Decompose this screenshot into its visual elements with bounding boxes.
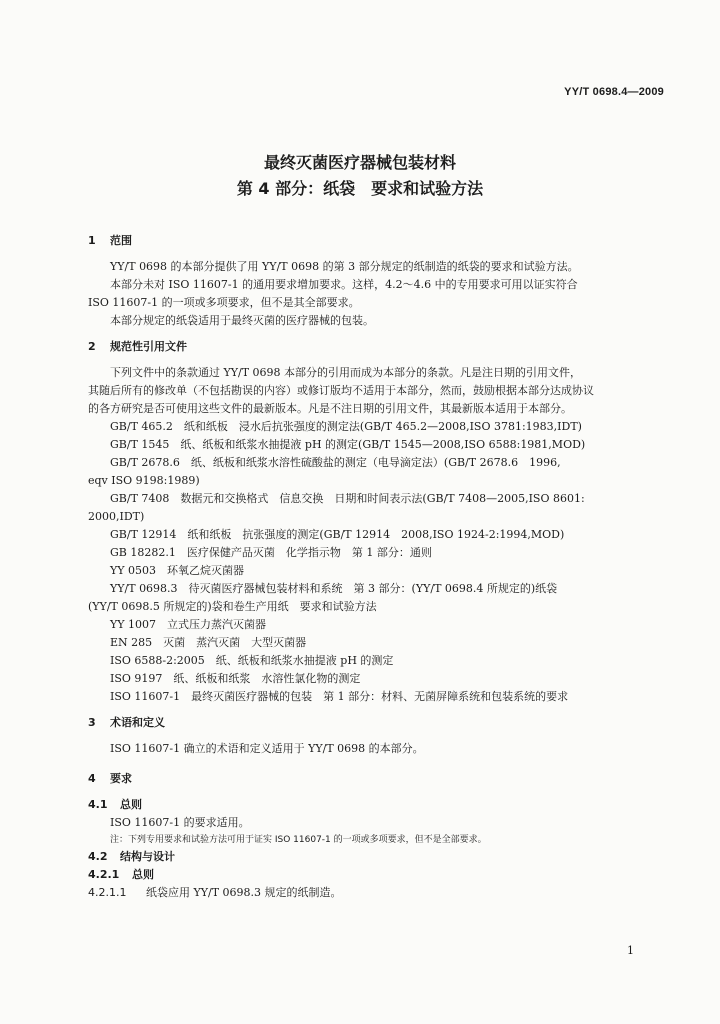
paragraph: 本部分规定的纸袋适用于最终灭菌的医疗器械的包装。 bbox=[110, 314, 374, 327]
reference-item: YY/T 0698.3 待灭菌医疗器械包装材料和系统 第 3 部分：(YY/T 0698.4 所规定的)纸袋 bbox=[110, 582, 558, 595]
document-title: 最终灭菌医疗器械包装材料 bbox=[263, 153, 456, 172]
section-title: 要求 bbox=[110, 772, 132, 785]
reference-item: GB/T 12914 纸和纸板 抗张强度的测定(GB/T 12914 2008,ISO 1924-2:1994,MOD) bbox=[110, 528, 565, 541]
section-number: 1 bbox=[88, 234, 96, 247]
reference-item: EN 285 灭菌 蒸汽灭菌 大型灭菌器 bbox=[110, 636, 307, 649]
clause-4-2-1-1 bbox=[88, 884, 660, 902]
page-number: 1 bbox=[627, 944, 634, 957]
paragraph: ISO 11607-1 的要求适用。 bbox=[110, 816, 250, 829]
reference-item-continuation: (YY/T 0698.5 所规定的)袋和卷生产用纸 要求和试验方法 bbox=[88, 600, 377, 613]
paragraph: YY/T 0698 的本部分提供了用 YY/T 0698 的第 3 部分规定的纸制造的纸袋的要求和试验方法。 bbox=[110, 260, 579, 273]
section-4-heading bbox=[88, 770, 660, 788]
subsection-title: 总则 bbox=[120, 798, 142, 811]
reference-item-continuation: 2000,IDT) bbox=[88, 510, 145, 523]
subsection-title: 总则 bbox=[132, 868, 154, 881]
reference-item: GB/T 1545 纸、纸板和纸浆水抽提液 pH 的测定(GB/T 1545—2008,ISO 6588:1981,MOD) bbox=[110, 438, 586, 451]
reference-item: ISO 9197 纸、纸板和纸浆 水溶性氯化物的测定 bbox=[110, 672, 361, 685]
reference-item: YY 1007 立式压力蒸汽灭菌器 bbox=[110, 618, 267, 631]
section-number: 3 bbox=[88, 716, 96, 729]
section-number: 4 bbox=[88, 772, 96, 785]
standard-code: YY/T 0698.4—2009 bbox=[564, 86, 664, 98]
clause-text: 纸袋应用 YY/T 0698.3 规定的纸制造。 bbox=[146, 886, 342, 899]
paragraph-continuation: 的各方研究是否可使用这些文件的最新版本。凡是不注日期的引用文件，其最新版本适用于本部分。 bbox=[88, 402, 572, 415]
reference-item: ISO 6588-2:2005 纸、纸板和纸浆水抽提液 pH 的测定 bbox=[110, 654, 394, 667]
paragraph: 本部分未对 ISO 11607-1 的通用要求增加要求。这样，4.2～4.6 中的专用要求可用以证实符合 bbox=[110, 278, 578, 291]
document-subtitle: 第 4 部分：纸袋 要求和试验方法 bbox=[236, 179, 484, 198]
reference-item: GB/T 465.2 纸和纸板 浸水后抗张强度的测定法(GB/T 465.2—2008,ISO 3781:1983,IDT) bbox=[110, 420, 582, 433]
reference-item-continuation: eqv ISO 9198:1989) bbox=[88, 474, 200, 487]
clause-number: 4.2.1.1 bbox=[88, 886, 127, 899]
subsection-number: 4.2.1 bbox=[88, 868, 120, 881]
reference-item: YY 0503 环氧乙烷灭菌器 bbox=[110, 564, 245, 577]
subsection-4-1-heading bbox=[88, 796, 660, 814]
paragraph: ISO 11607-1 确立的术语和定义适用于 YY/T 0698 的本部分。 bbox=[110, 742, 424, 755]
section-2-heading bbox=[88, 338, 660, 356]
subsection-4-2-heading bbox=[88, 848, 660, 866]
section-number: 2 bbox=[88, 340, 96, 353]
paragraph-continuation: 其随后所有的修改单（不包括勘误的内容）或修订版均不适用于本部分，然而，鼓励根据本部分达成协议 bbox=[88, 384, 594, 397]
reference-item: GB/T 7408 数据元和交换格式 信息交换 日期和时间表示法(GB/T 7408—2005,ISO 8601: bbox=[110, 492, 585, 505]
section-1-heading bbox=[88, 232, 660, 250]
reference-item: GB 18282.1 医疗保健产品灭菌 化学指示物 第 1 部分：通则 bbox=[110, 546, 432, 559]
subsection-title: 结构与设计 bbox=[120, 850, 175, 863]
section-3-heading bbox=[88, 714, 660, 732]
subsection-4-2-1-heading bbox=[88, 866, 660, 884]
paragraph: 下列文件中的条款通过 YY/T 0698 本部分的引用而成为本部分的条款。凡是注日期的引用文件， bbox=[110, 366, 582, 379]
subsection-number: 4.1 bbox=[88, 798, 108, 811]
note: 注：下列专用要求和试验方法可用于证实 ISO 11607-1 的一项或多项要求，但不是全部要求。 bbox=[110, 835, 487, 845]
subsection-number: 4.2 bbox=[88, 850, 108, 863]
section-title: 规范性引用文件 bbox=[110, 340, 187, 353]
section-title: 范围 bbox=[110, 234, 132, 247]
reference-item: ISO 11607-1 最终灭菌医疗器械的包装 第 1 部分：材料、无菌屏障系统和包装系统的要求 bbox=[110, 690, 569, 703]
reference-item: GB/T 2678.6 纸、纸板和纸浆水溶性硫酸盐的测定（电导滴定法）(GB/T 2678.6 1996, bbox=[110, 456, 561, 469]
paragraph-continuation: ISO 11607-1 的一项或多项要求，但不是其全部要求。 bbox=[88, 296, 360, 309]
section-title: 术语和定义 bbox=[110, 716, 165, 729]
document-body bbox=[88, 232, 660, 902]
